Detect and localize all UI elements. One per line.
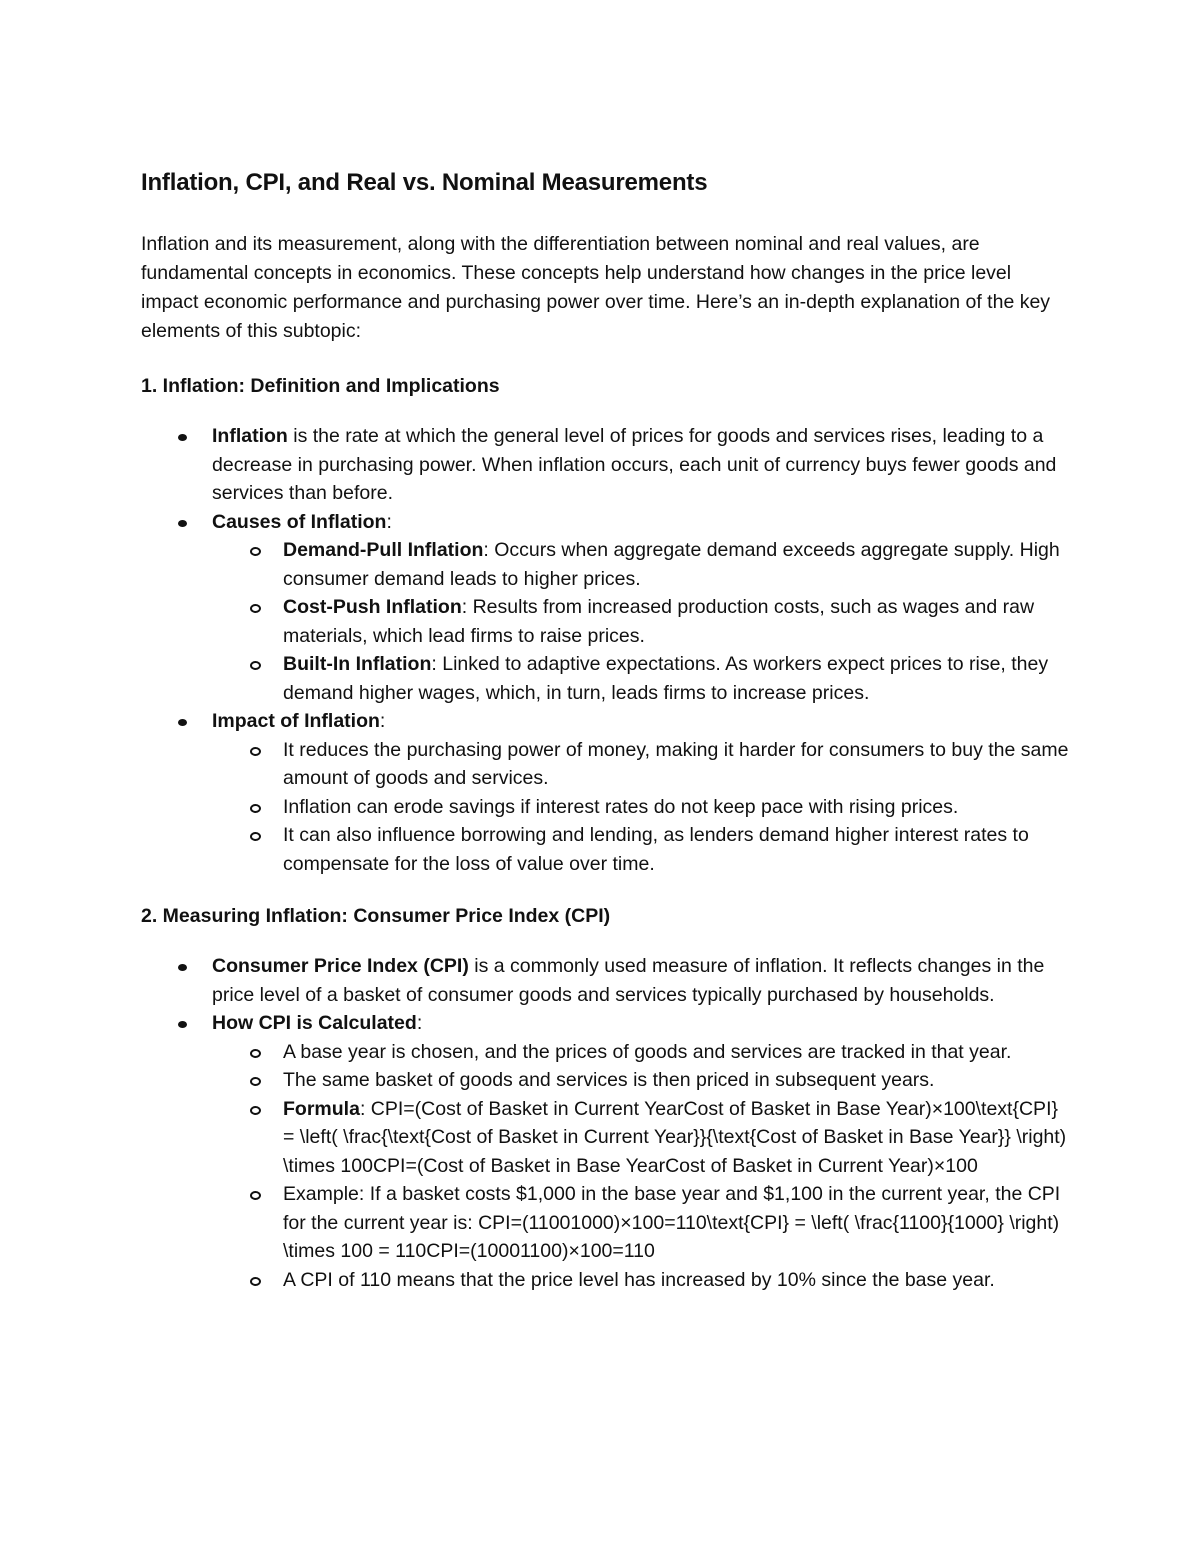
item-text: A CPI of 110 means that the price level has increased by 10% since the base year. — [283, 1268, 995, 1291]
list-item — [212, 1095, 1071, 1181]
term: Consumer Price Index (CPI) — [212, 955, 469, 977]
term: Impact of Inflation — [212, 710, 380, 732]
list-item — [212, 736, 1071, 793]
circle-bullet-icon — [250, 1191, 261, 1200]
circle-bullet-icon — [250, 804, 261, 813]
item-text: : Linked to adaptive expectations. As workers expect prices to rise, they demand higher wages, which, in turn, leads firms to increase prices. — [283, 653, 1049, 704]
formula-text: : CPI=(Cost of Basket in Current YearCost of Basket in Base Year)×100\text{CPI} = \left( \frac{\text{Cost of Basket in Current Year}}{\text{Cost of Basket in Base Year}} \right) \times 100CPI=(Cost of Basket in Base YearCost of Basket in Current Year)×100 — [283, 1097, 1067, 1177]
list-item — [141, 422, 1071, 508]
section-2-heading: 2. Measuring Inflation: Consumer Price Index (CPI) — [141, 905, 611, 927]
list-item — [212, 593, 1071, 650]
term: Causes of Inflation — [212, 510, 387, 533]
colon: : — [416, 1012, 423, 1034]
bullet-icon — [178, 1021, 187, 1028]
list-item — [141, 1009, 1071, 1294]
circle-bullet-icon — [250, 661, 261, 670]
list-item — [212, 1266, 1071, 1295]
list-item — [141, 707, 1071, 878]
definition-text: is a commonly used measure of inflation. It reflects changes in the price level of a basket of consumer goods and services typically purchased by households. — [212, 955, 1045, 1006]
item-text: The same basket of goods and services is then priced in subsequent years. — [283, 1069, 935, 1091]
item-text: It reduces the purchasing power of money, making it harder for consumers to buy the same amount of goods and services. — [283, 738, 1069, 789]
circle-bullet-icon — [250, 747, 261, 756]
item-text: It can also influence borrowing and lending, as lenders demand higher interest rates to compensate for the loss of value over time. — [283, 824, 1029, 875]
item-text: Inflation can erode savings if interest rates do not keep pace with rising prices. — [283, 795, 959, 818]
section-1-list — [141, 422, 1071, 878]
term: Formula — [283, 1097, 360, 1120]
example-text: Example: If a basket costs $1,000 in the base year and $1,100 in the current year, the CPI for the current year is: CPI=(11001000)×100=110\text{CPI} = \left( \frac{1100}{1000} \right) \times 100 = 110CPI=(10001100)×100=110 — [283, 1183, 1061, 1262]
page-title: Inflation, CPI, and Real vs. Nominal Measurements — [141, 169, 708, 196]
causes-sublist — [212, 536, 1071, 707]
circle-bullet-icon — [250, 1106, 261, 1115]
definition-text: is the rate at which the general level of prices for goods and services rises, leading to a decrease in purchasing power. When inflation occurs, each unit of currency buys fewer goods and services than before. — [212, 425, 1057, 504]
document-page — [141, 166, 1071, 1318]
bullet-icon — [178, 434, 187, 441]
list-item — [212, 821, 1071, 878]
colon: : — [386, 510, 392, 533]
list-item — [212, 536, 1071, 593]
item-text: A base year is chosen, and the prices of goods and services are tracked in that year. — [283, 1040, 1012, 1063]
circle-bullet-icon — [250, 604, 261, 613]
term: Cost-Push Inflation — [283, 596, 462, 618]
bullet-icon — [178, 964, 187, 971]
term: Inflation — [212, 425, 288, 447]
circle-bullet-icon — [250, 832, 261, 841]
term: Built-In Inflation — [283, 653, 432, 675]
section-2-list — [141, 952, 1071, 1294]
list-item — [212, 793, 1071, 822]
section-1-heading: 1. Inflation: Definition and Implications — [141, 375, 500, 397]
list-item — [212, 650, 1071, 707]
term: How CPI is Calculated — [212, 1012, 417, 1034]
item-text: : Occurs when aggregate demand exceeds aggregate supply. High consumer demand leads to higher prices. — [283, 539, 1060, 590]
list-item — [141, 508, 1071, 708]
cpi-calc-sublist — [212, 1038, 1071, 1295]
circle-bullet-icon — [250, 1077, 261, 1086]
list-item — [212, 1180, 1071, 1266]
bullet-icon — [178, 719, 187, 726]
colon: : — [379, 710, 386, 732]
circle-bullet-icon — [250, 1049, 261, 1058]
circle-bullet-icon — [250, 547, 261, 556]
list-item — [212, 1066, 1071, 1095]
intro-paragraph: Inflation and its measurement, along with the differentiation between nominal and real values, are fundamental concepts in economics. These concepts help understand how changes in the price level impact economic performance and purchasing power over time. Here’s an in-depth explanation of the key elements of this subtopic: — [141, 233, 1051, 342]
term: Demand-Pull Inflation — [283, 539, 484, 561]
circle-bullet-icon — [250, 1277, 261, 1286]
impact-sublist — [212, 736, 1071, 879]
item-text: : Results from increased production costs, such as wages and raw materials, which lead firms to raise prices. — [283, 596, 1035, 647]
list-item — [141, 952, 1071, 1009]
bullet-icon — [178, 520, 187, 527]
list-item — [212, 1038, 1071, 1067]
